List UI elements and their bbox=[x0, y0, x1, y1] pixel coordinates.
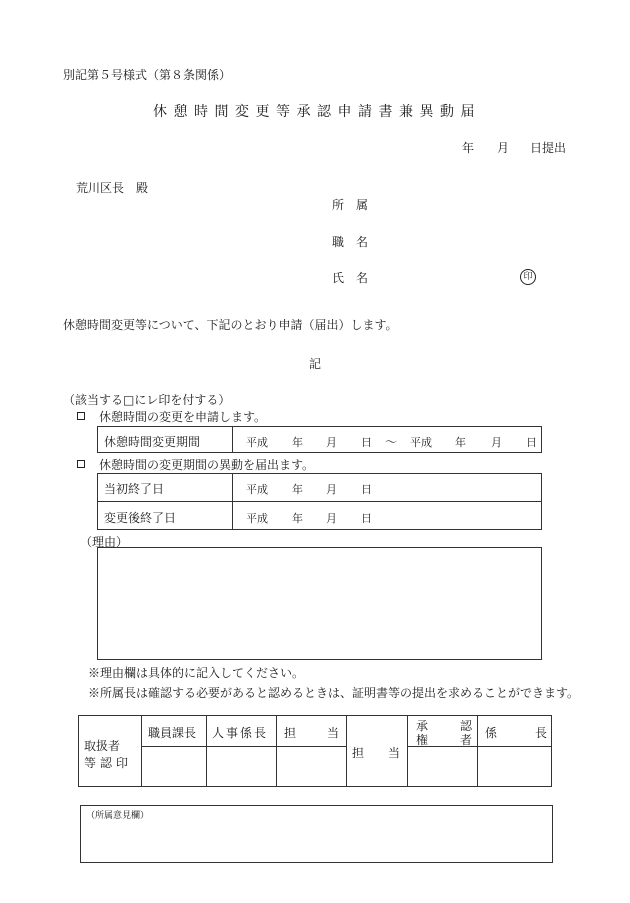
instruction-text: （該当する□にレ印を付する） bbox=[63, 393, 231, 407]
col-chief-a: 係 bbox=[485, 726, 498, 740]
col-staff-2-a: 担 bbox=[352, 746, 365, 760]
col-staff-2-b: 当 bbox=[388, 746, 401, 760]
seal-mark: 印 bbox=[520, 269, 536, 285]
revised-end-era: 平成 bbox=[246, 512, 268, 525]
period-end-month: 月 bbox=[491, 436, 502, 449]
note-reason: ※理由欄は具体的に記入してください。 bbox=[88, 666, 305, 680]
affiliation-label: 所 属 bbox=[332, 198, 369, 212]
handler-label-line2: 等認印 bbox=[84, 756, 133, 770]
date-year: 年 bbox=[462, 141, 475, 155]
form-number: 別記第５号様式（第８条関係） bbox=[63, 68, 232, 82]
col-personnel-manager: 職員課長 bbox=[148, 726, 197, 740]
col-staff-1-a: 担 bbox=[284, 726, 297, 740]
initial-end-day: 日 bbox=[361, 483, 372, 496]
intro-text: 休憩時間変更等について、下記のとおり申請（届出）します。 bbox=[63, 318, 398, 332]
handler-label-line1: 取扱者 bbox=[84, 739, 121, 753]
addressee: 荒川区長 殿 bbox=[76, 181, 149, 195]
col-approver-2a: 権 bbox=[416, 733, 429, 747]
col-hr-chief: 人事係長 bbox=[212, 726, 269, 740]
period-start-day: 日 bbox=[361, 436, 372, 449]
revised-end-month: 月 bbox=[326, 512, 337, 525]
change-period-label: 休憩時間変更期間 bbox=[104, 435, 201, 449]
reason-box[interactable] bbox=[97, 547, 542, 660]
position-label: 職 名 bbox=[332, 235, 369, 249]
document-title: 休憩時間変更等承認申請書兼異動届 bbox=[153, 104, 481, 120]
col-chief-b: 長 bbox=[535, 726, 548, 740]
col-staff-1-b: 当 bbox=[327, 726, 340, 740]
period-start-month: 月 bbox=[326, 436, 337, 449]
initial-end-label: 当初終了日 bbox=[104, 482, 165, 496]
period-end-year: 年 bbox=[455, 436, 466, 449]
period-end-era: 平成 bbox=[410, 436, 432, 449]
option1-label: 休憩時間の変更を申請します。 bbox=[99, 410, 267, 424]
dept-opinion-box[interactable] bbox=[80, 805, 553, 863]
initial-end-era: 平成 bbox=[246, 483, 268, 496]
dept-opinion-label: （所属意見欄） bbox=[86, 811, 150, 821]
col-approver-1a: 承 bbox=[416, 719, 429, 733]
reason-label: （理由） bbox=[80, 535, 129, 549]
ki-heading: 記 bbox=[309, 357, 322, 371]
revised-end-label: 変更後終了日 bbox=[104, 511, 177, 525]
option1-checkbox[interactable] bbox=[77, 412, 85, 420]
initial-end-year: 年 bbox=[292, 483, 303, 496]
period-start-era: 平成 bbox=[246, 436, 268, 449]
period-start-year: 年 bbox=[292, 436, 303, 449]
period-tilde: ～ bbox=[385, 435, 398, 449]
note-certificate: ※所属長は確認する必要があると認めるときは、証明書等の提出を求めることができます。 bbox=[88, 686, 580, 700]
option2-label: 休憩時間の変更期間の異動を届出ます。 bbox=[99, 458, 315, 472]
col-approver-1b: 認 bbox=[460, 719, 473, 733]
initial-end-month: 月 bbox=[326, 483, 337, 496]
revised-end-year: 年 bbox=[292, 512, 303, 525]
name-label: 氏 名 bbox=[332, 271, 369, 285]
col-approver-2b: 者 bbox=[460, 733, 473, 747]
period-end-day: 日 bbox=[526, 436, 537, 449]
date-submitted: 日提出 bbox=[530, 141, 567, 155]
revised-end-day: 日 bbox=[361, 512, 372, 525]
date-month: 月 bbox=[497, 141, 510, 155]
option2-checkbox[interactable] bbox=[77, 460, 85, 468]
